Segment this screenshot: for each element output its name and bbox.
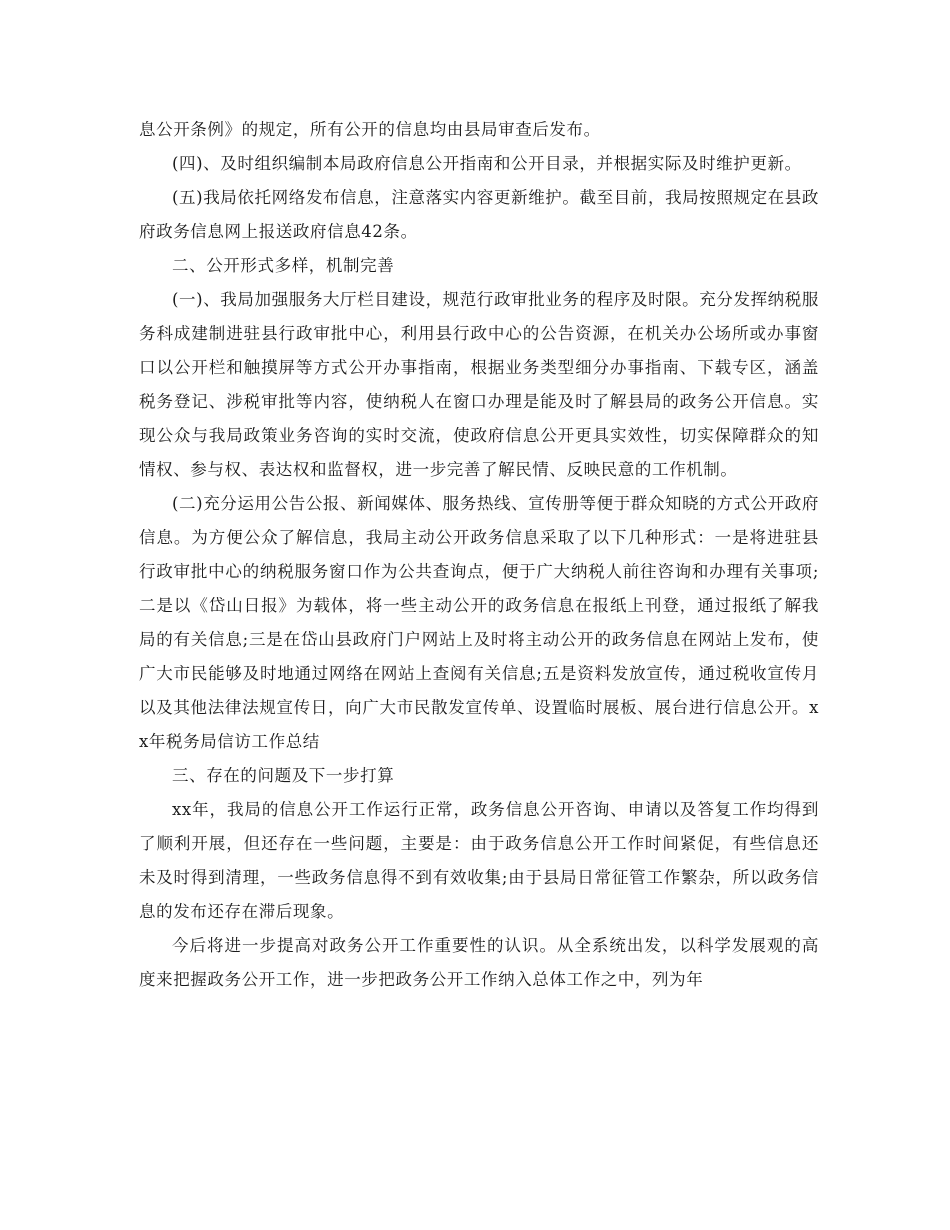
paragraph-next-steps: 今后将进一步提高对政务公开工作重要性的认识。从全系统出发，以科学发展观的高度来把握政务公开工作，进一步把政务公开工作纳入总体工作之中，列为年 xyxy=(139,936,819,989)
paragraph-subitem-two: (二)充分运用公告公报、新闻媒体、服务热线、宣传册等便于群众知晓的方式公开政府信息。为方便公众了解信息，我局主动公开政务信息采取了以下几种形式：一是将进驻县行政审批中心的纳税服务窗口作为公共查询点，便于广大纳税人前往咨询和办理有关事项;二是以《岱山日报》为载体，将一些主动公开的政务信息在报纸上刊登，通过报纸了解我局的有关信息;三是在岱山县政府门户网站上及时将主动公开的政务信息在网站上发布，使广大市民能够及时地通过网络在网站上查阅有关信息;五是资料发放宣传，通过税收宣传月以及其他法律法规宣传日，向广大市民散发宣传单、设置临时展板、展台进行信息公开。xx年税务局信访工作总结 xyxy=(139,494,819,751)
section-heading-three: 三、存在的问题及下一步打算 xyxy=(172,766,395,785)
section-heading-two: 二、公开形式多样，机制完善 xyxy=(172,256,395,275)
paragraph-subitem-one: (一)、我局加强服务大厅栏目建设，规范行政审批业务的程序及时限。充分发挥纳税服务科成建制进驻县行政审批中心，利用县行政中心的公告资源，在机关办公场所或办事窗口以公开栏和触摸屏等方式公开办事指南，根据业务类型细分办事指南、下载专区，涵盖税务登记、涉税审批等内容，使纳税人在窗口办理是能及时了解县局的政务公开信息。实现公众与我局政策业务咨询的实时交流，使政府信息公开更具实效性，切实保障群众的知情权、参与权、表达权和监督权，进一步完善了解民情、反映民意的工作机制。 xyxy=(139,290,819,479)
paragraph-problems: xx年，我局的信息公开工作运行正常，政务信息公开咨询、申请以及答复工作均得到了顺利开展，但还存在一些问题，主要是：由于政务信息公开工作时间紧促，有些信息还未及时得到清理，一些政务信息得不到有效收集;由于县局日常征管工作繁杂，所以政务信息的发布还存在滞后现象。 xyxy=(139,800,819,921)
paragraph-item-five: (五)我局依托网络发布信息，注意落实内容更新维护。截至目前，我局按照规定在县政府政务信息网上报送政府信息42条。 xyxy=(139,188,819,241)
paragraph-item-four: (四)、及时组织编制本局政府信息公开指南和公开目录，并根据实际及时维护更新。 xyxy=(172,154,802,173)
document-body xyxy=(139,113,819,997)
paragraph-continued: 息公开条例》的规定，所有公开的信息均由县局审查后发布。 xyxy=(139,120,601,139)
